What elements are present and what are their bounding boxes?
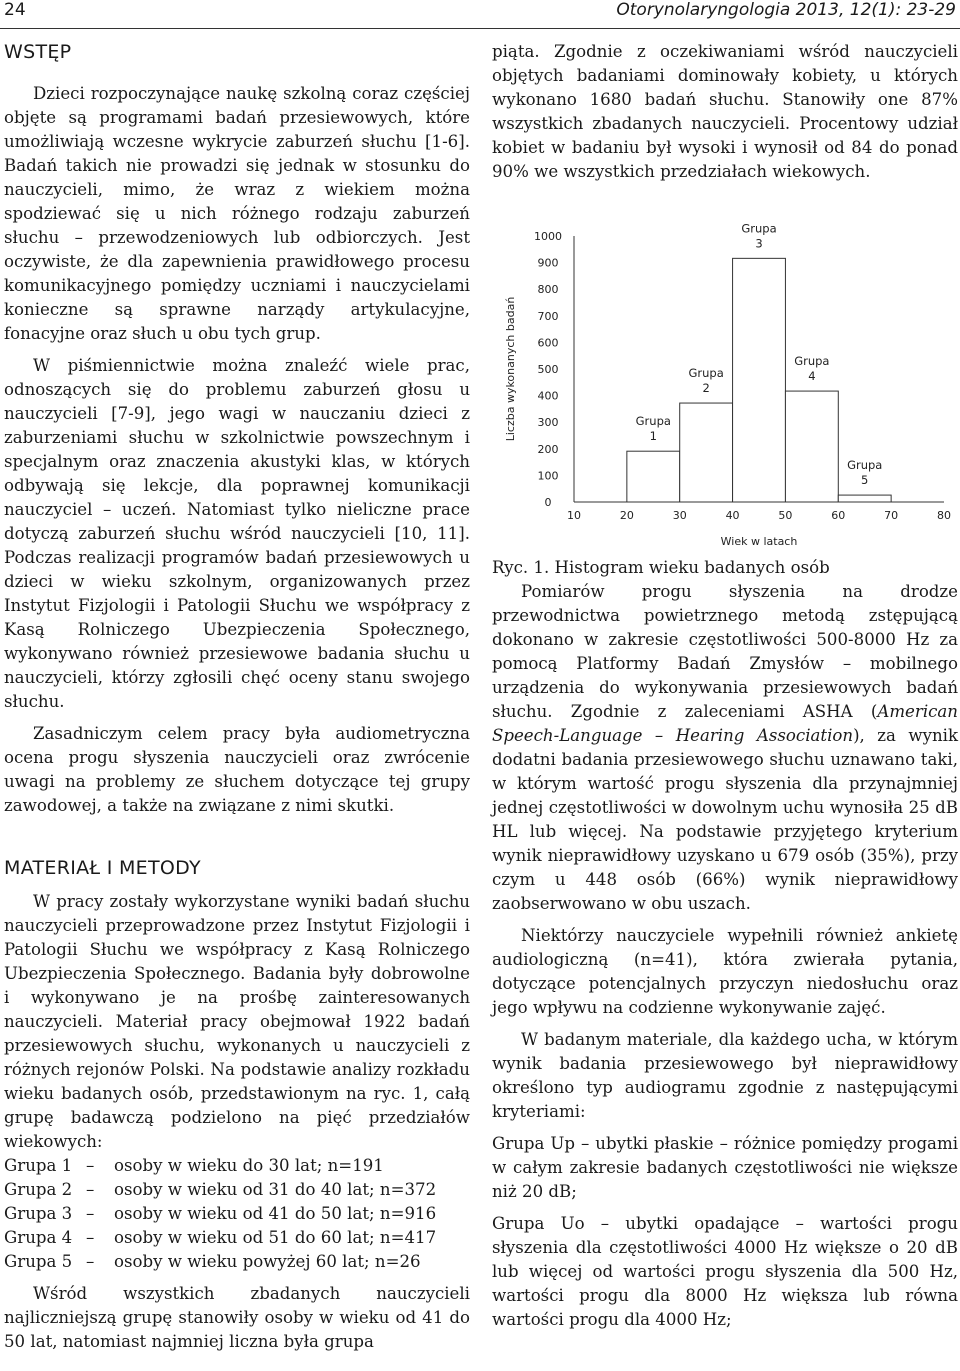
paragraph: Wśród wszystkich zbadanych nauczycieli najliczniejszą grupę stanowiły osoby w wieku od 41 do 50 lat, natomiast najmniej liczna była grupa	[4, 1284, 470, 1351]
x-tick-label: 10	[567, 509, 581, 522]
y-tick-label: 400	[537, 389, 559, 403]
histogram-bar	[627, 451, 680, 502]
age-histogram	[492, 216, 958, 556]
y-tick-label: 1000	[534, 230, 562, 243]
group-list	[4, 1154, 470, 1274]
bar-label: Grupa	[847, 458, 883, 473]
group-description: osoby w wieku do 30 lat; n=191	[114, 1156, 384, 1175]
bar-label: 5	[861, 473, 869, 488]
paragraph: Zasadniczym celem pracy była audiometryczna ocena progu słyszenia nauczycieli oraz zwrócenie uwagi na problemy ze słuchem dotyczące tej grupy zawodowej, a także na związane z nimi skutki.	[4, 724, 470, 815]
bar-label: 1	[649, 429, 657, 444]
group-name: Grupa 4	[4, 1228, 73, 1247]
bar-label: 2	[702, 381, 710, 396]
x-tick-label: 40	[725, 509, 740, 522]
group-description: osoby w wieku powyżej 60 lat; n=26	[114, 1252, 421, 1271]
group-item	[4, 1226, 470, 1250]
paragraph: Niektórzy nauczyciele wypełnili również ankietę audiologiczną (n=41), która zwierała pytania, dotyczące potencjalnych przyczyn niedosłuchu oraz jego wpływu na codzienne wykonywanie zajęć.	[492, 926, 958, 1017]
figure-caption: Ryc. 1. Histogram wieku badanych osób	[492, 558, 830, 577]
y-axis-title: Liczba wykonanych badań	[504, 296, 517, 442]
group-name: Grupa 5	[4, 1252, 73, 1271]
y-tick-label: 700	[537, 309, 559, 323]
x-axis-title: Wiek w latach	[720, 535, 798, 548]
group-dash: –	[86, 1252, 95, 1271]
histogram-bar	[680, 403, 733, 502]
group-description: osoby w wieku od 31 do 40 lat; n=372	[114, 1180, 437, 1199]
paragraph: Grupa Up – ubytki płaskie – różnice pomiędzy progami w całym zakresie badanych częstotliwości nie większe niż 20 dB;	[492, 1134, 958, 1201]
group-description: osoby w wieku od 51 do 60 lat; n=417	[114, 1228, 437, 1247]
y-tick-label: 0	[544, 496, 552, 509]
histogram-svg	[492, 216, 958, 556]
group-item	[4, 1178, 470, 1202]
histogram-bar	[733, 258, 786, 502]
paragraph: piąta. Zgodnie z oczekiwaniami wśród nauczycieli objętych badaniami dominowały kobiety, u których wykonano 1680 badań słuchu. Stanowiły one 87% wszystkich zbadanych nauczycieli. Procentowy udział kobiet w badaniu był wysoki i wynosił od 84 do ponad 90% we wszystkich przedziałach wiekowych.	[492, 42, 958, 181]
section-title-introduction: WSTĘP	[4, 41, 72, 63]
y-tick-label: 200	[537, 442, 559, 456]
histogram-bar	[785, 391, 838, 502]
group-item	[4, 1154, 470, 1178]
paragraph	[492, 580, 958, 916]
y-tick-label: 100	[537, 469, 559, 483]
x-tick-label: 50	[778, 509, 793, 522]
journal-citation: Otorynolaryngologia 2013, 12(1): 23-29	[616, 0, 956, 20]
y-tick-label: 600	[537, 336, 559, 350]
x-tick-label: 20	[619, 509, 634, 522]
bar-label: Grupa	[741, 221, 777, 236]
paragraph: W badanym materiale, dla każdego ucha, w którym wynik badania przesiewowego był nieprawidłowy określono typ audiogramu zgodnie z następującymi kryteriami:	[492, 1030, 958, 1121]
y-tick-label: 300	[537, 416, 559, 430]
group-name: Grupa 2	[4, 1180, 73, 1199]
header-rule	[0, 28, 960, 29]
group-item	[4, 1250, 470, 1274]
group-description: osoby w wieku od 41 do 50 lat; n=916	[114, 1204, 437, 1223]
group-dash: –	[86, 1204, 95, 1223]
right-column	[492, 40, 958, 1332]
group-item	[4, 1202, 470, 1226]
bar-label: Grupa	[794, 354, 830, 369]
bar-label: 3	[755, 236, 763, 251]
paragraph: Grupa Uo – ubytki opadające – wartości progu słyszenia dla częstotliwości 4000 Hz większe o 20 dB lub więcej od wartości progu słyszenia dla 500 Hz, wartości progu dla 8000 Hz większa lub równa wartości progu dla 4000 Hz;	[492, 1214, 958, 1329]
section-title-methods: MATERIAŁ I METODY	[4, 857, 201, 879]
x-tick-label: 60	[831, 509, 846, 522]
paragraph: W pracy zostały wykorzystane wyniki badań słuchu nauczycieli przeprowadzone przez Instytut Fizjologii i Patologii Słuchu we współpracy z Kasą Rolniczego Ubezpieczenia Społecznego. Badania były dobrowolne i wykonywano je na prośbę zainteresowanych nauczycieli. Materiał pracy obejmował 1922 badań przesiewowych słuchu, wykonanych u nauczycieli z różnych rejonów Polski. Na podstawie analizy rozkładu wieku badanych osób, przedstawionym na ryc. 1, całą grupę badawczą podzielono na pięć przedziałów wiekowych:	[4, 892, 470, 1151]
x-tick-label: 30	[672, 509, 687, 522]
group-name: Grupa 3	[4, 1204, 73, 1223]
y-tick-label: 800	[537, 283, 559, 297]
x-tick-label: 80	[937, 509, 951, 522]
bar-label: Grupa	[688, 366, 724, 381]
y-tick-label: 900	[537, 256, 559, 270]
bar-label: 4	[808, 369, 816, 384]
page-number: 24	[4, 0, 26, 20]
y-tick-label: 500	[537, 363, 559, 376]
text-run: ), za wynik dodatni badania przesiewowego słuchu uznawano taki, w którym wartość progu słyszenia dla przynajmniej jednej częstotliwości w dowolnym uchu wynosiła 25 dB HL lub więcej. Na podstawie przyjętego kryterium wynik nieprawidłowy uzyskano u 679 osób (35%), przy czym u 448 osób (66%) wynik nieprawidłowy zaobserwowano w obu uszach.	[492, 726, 959, 913]
x-tick-label: 70	[884, 509, 899, 522]
text-run-italic: American Speech-Language – Hearing Association	[492, 702, 958, 745]
group-name: Grupa 1	[4, 1156, 73, 1175]
group-dash: –	[86, 1156, 95, 1175]
text-run: Pomiarów progu słyszenia na drodze przewodnictwa powietrznego metodą zstępującą dokonano w zakresie częstotliwości 500-8000 Hz za pomocą Platformy Badań Zmysłów – mobilnego urządzenia do wykonywania przesiewowych badań słuchu. Zgodnie z zaleceniami ASHA (	[492, 582, 958, 721]
paragraph: Dzieci rozpoczynające naukę szkolną coraz częściej objęte są programami badań przesiewowych, które umożliwiają wczesne wykrycie zaburzeń słuchu [1-6]. Badań takich nie prowadzi się jednak w stosunku do nauczycieli, mimo, że wraz z wiekiem można spodziewać się u nich różnego rodzaju zaburzeń słuchu – przewodzeniowych lub odbiorczych. Jest oczywiste, że dla zapewnienia prawidłowego procesu komunikacyjnego pomiędzy uczniami i nauczycielami konieczne są sprawne narządy artykulacyjne, fonacyjne oraz słuch u obu tych grup.	[4, 84, 470, 343]
group-dash: –	[86, 1228, 95, 1247]
histogram-bar	[838, 495, 891, 502]
paragraph: W piśmiennictwie można znaleźć wiele prac, odnoszących się do problemu zaburzeń głosu u nauczycieli [7-9], jego wagi w nauczaniu dzieci z zaburzeniami słuchu w szkolnictwie powszechnym i specjalnym oraz znaczenia akustyki klas, w których odbywają się lekcje, dla poprawnej komunikacji nauczyciel – uczeń. Natomiast tylko nieliczne prace dotyczą zaburzeń słuchu wśród nauczycieli [10, 11]. Podczas realizacji programów badań przesiewowych u dzieci w wieku szkolnym, organizowanych przez Instytut Fizjologii i Patologii Słuchu we współpracy z Kasą Rolniczego Ubezpieczenia Społecznego, wykonywano również przesiewowe badania słuchu u nauczycieli, którzy zgłosili chęć oceny stanu swojego słuchu.	[4, 356, 470, 711]
left-column	[4, 40, 470, 1354]
group-dash: –	[86, 1180, 95, 1199]
bar-label: Grupa	[635, 414, 671, 429]
